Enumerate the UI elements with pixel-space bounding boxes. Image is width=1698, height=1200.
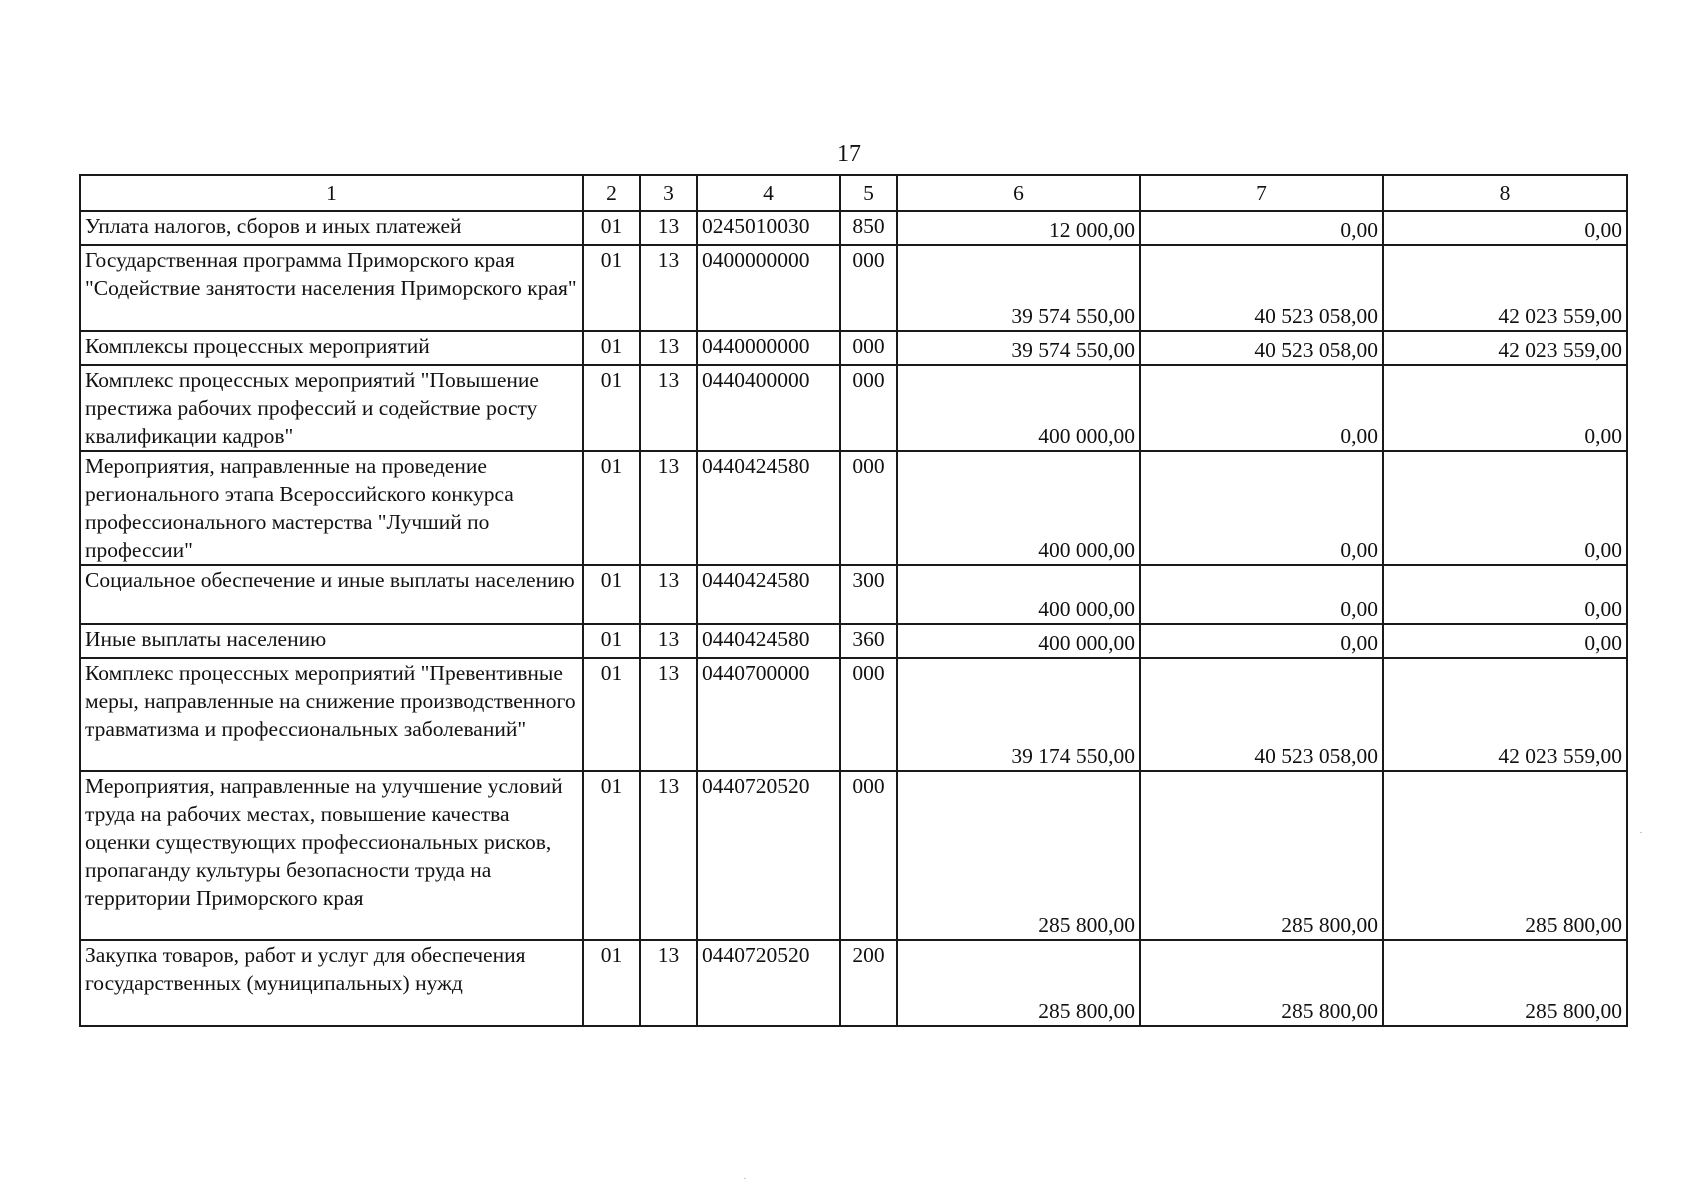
amount-year-1: 39 574 550,00 bbox=[897, 331, 1140, 365]
table-row bbox=[80, 771, 1627, 940]
amount-year-3: 0,00 bbox=[1383, 624, 1627, 658]
section-code: 01 bbox=[583, 624, 640, 658]
amount-year-1: 400 000,00 bbox=[897, 451, 1140, 565]
row-name: Закупка товаров, работ и услуг для обеспечения государственных (муниципальных) нужд bbox=[80, 940, 583, 1026]
target-item-code: 0440424580 bbox=[697, 451, 840, 565]
amount-year-2: 40 523 058,00 bbox=[1140, 331, 1383, 365]
amount-year-3: 0,00 bbox=[1383, 211, 1627, 245]
expense-type-code: 000 bbox=[840, 658, 897, 771]
column-number: 5 bbox=[840, 175, 897, 211]
subsection-code: 13 bbox=[640, 940, 697, 1026]
row-name: Государственная программа Приморского края "Содействие занятости населения Приморского края" bbox=[80, 245, 583, 331]
table-row bbox=[80, 365, 1627, 451]
expense-type-code: 300 bbox=[840, 565, 897, 624]
amount-year-2: 0,00 bbox=[1140, 365, 1383, 451]
amount-year-2: 285 800,00 bbox=[1140, 771, 1383, 940]
amount-year-3: 0,00 bbox=[1383, 365, 1627, 451]
amount-year-1: 400 000,00 bbox=[897, 624, 1140, 658]
section-code: 01 bbox=[583, 658, 640, 771]
target-item-code: 0440424580 bbox=[697, 624, 840, 658]
target-item-code: 0440720520 bbox=[697, 940, 840, 1026]
row-name: Иные выплаты населению bbox=[80, 624, 583, 658]
subsection-code: 13 bbox=[640, 658, 697, 771]
amount-year-2: 285 800,00 bbox=[1140, 940, 1383, 1026]
table-row bbox=[80, 658, 1627, 771]
subsection-code: 13 bbox=[640, 771, 697, 940]
amount-year-1: 39 574 550,00 bbox=[897, 245, 1140, 331]
expense-type-code: 000 bbox=[840, 365, 897, 451]
amount-year-3: 42 023 559,00 bbox=[1383, 245, 1627, 331]
target-item-code: 0440400000 bbox=[697, 365, 840, 451]
amount-year-1: 400 000,00 bbox=[897, 565, 1140, 624]
target-item-code: 0440700000 bbox=[697, 658, 840, 771]
amount-year-3: 42 023 559,00 bbox=[1383, 658, 1627, 771]
table-row bbox=[80, 245, 1627, 331]
column-number-row bbox=[80, 175, 1627, 211]
subsection-code: 13 bbox=[640, 624, 697, 658]
row-name: Мероприятия, направленные на проведение регионального этапа Всероссийского конкурса профессионального мастерства "Лучший по профессии" bbox=[80, 451, 583, 565]
amount-year-2: 0,00 bbox=[1140, 565, 1383, 624]
subsection-code: 13 bbox=[640, 331, 697, 365]
section-code: 01 bbox=[583, 365, 640, 451]
column-number: 3 bbox=[640, 175, 697, 211]
amount-year-2: 0,00 bbox=[1140, 211, 1383, 245]
section-code: 01 bbox=[583, 940, 640, 1026]
subsection-code: 13 bbox=[640, 565, 697, 624]
column-number: 1 bbox=[80, 175, 583, 211]
subsection-code: 13 bbox=[640, 245, 697, 331]
amount-year-2: 40 523 058,00 bbox=[1140, 658, 1383, 771]
amount-year-1: 12 000,00 bbox=[897, 211, 1140, 245]
expense-type-code: 850 bbox=[840, 211, 897, 245]
column-number: 4 bbox=[697, 175, 840, 211]
budget-table bbox=[79, 174, 1628, 1027]
subsection-code: 13 bbox=[640, 211, 697, 245]
section-code: 01 bbox=[583, 451, 640, 565]
amount-year-1: 285 800,00 bbox=[897, 771, 1140, 940]
table-row bbox=[80, 331, 1627, 365]
table-row bbox=[80, 451, 1627, 565]
target-item-code: 0440720520 bbox=[697, 771, 840, 940]
table-row bbox=[80, 565, 1627, 624]
target-item-code: 0245010030 bbox=[697, 211, 840, 245]
scan-speck bbox=[1640, 832, 1642, 833]
amount-year-2: 0,00 bbox=[1140, 451, 1383, 565]
table-row bbox=[80, 211, 1627, 245]
section-code: 01 bbox=[583, 771, 640, 940]
section-code: 01 bbox=[583, 211, 640, 245]
column-number: 6 bbox=[897, 175, 1140, 211]
amount-year-1: 285 800,00 bbox=[897, 940, 1140, 1026]
amount-year-3: 285 800,00 bbox=[1383, 771, 1627, 940]
row-name: Комплекс процессных мероприятий "Повышение престижа рабочих профессий и содействие росту квалификации кадров" bbox=[80, 365, 583, 451]
amount-year-3: 42 023 559,00 bbox=[1383, 331, 1627, 365]
amount-year-2: 40 523 058,00 bbox=[1140, 245, 1383, 331]
subsection-code: 13 bbox=[640, 365, 697, 451]
target-item-code: 0440000000 bbox=[697, 331, 840, 365]
page-number: 17 bbox=[837, 141, 861, 167]
scan-speck bbox=[744, 1178, 746, 1179]
amount-year-1: 39 174 550,00 bbox=[897, 658, 1140, 771]
section-code: 01 bbox=[583, 565, 640, 624]
table-row bbox=[80, 940, 1627, 1026]
expense-type-code: 000 bbox=[840, 771, 897, 940]
target-item-code: 0400000000 bbox=[697, 245, 840, 331]
table-body bbox=[80, 175, 1627, 1026]
row-name: Комплекс процессных мероприятий "Превентивные меры, направленные на снижение производственного травматизма и профессиональных заболеваний" bbox=[80, 658, 583, 771]
column-number: 2 bbox=[583, 175, 640, 211]
amount-year-3: 285 800,00 bbox=[1383, 940, 1627, 1026]
column-number: 7 bbox=[1140, 175, 1383, 211]
target-item-code: 0440424580 bbox=[697, 565, 840, 624]
table-row bbox=[80, 624, 1627, 658]
amount-year-3: 0,00 bbox=[1383, 451, 1627, 565]
expense-type-code: 200 bbox=[840, 940, 897, 1026]
expense-type-code: 360 bbox=[840, 624, 897, 658]
amount-year-3: 0,00 bbox=[1383, 565, 1627, 624]
section-code: 01 bbox=[583, 331, 640, 365]
row-name: Мероприятия, направленные на улучшение условий труда на рабочих местах, повышение качества оценки существующих профессиональных рисков, пропаганду культуры безопасности труда на территории Приморского края bbox=[80, 771, 583, 940]
row-name: Уплата налогов, сборов и иных платежей bbox=[80, 211, 583, 245]
expense-type-code: 000 bbox=[840, 451, 897, 565]
row-name: Комплексы процессных мероприятий bbox=[80, 331, 583, 365]
section-code: 01 bbox=[583, 245, 640, 331]
column-number: 8 bbox=[1383, 175, 1627, 211]
amount-year-2: 0,00 bbox=[1140, 624, 1383, 658]
expense-type-code: 000 bbox=[840, 245, 897, 331]
amount-year-1: 400 000,00 bbox=[897, 365, 1140, 451]
expense-type-code: 000 bbox=[840, 331, 897, 365]
subsection-code: 13 bbox=[640, 451, 697, 565]
row-name: Социальное обеспечение и иные выплаты населению bbox=[80, 565, 583, 624]
